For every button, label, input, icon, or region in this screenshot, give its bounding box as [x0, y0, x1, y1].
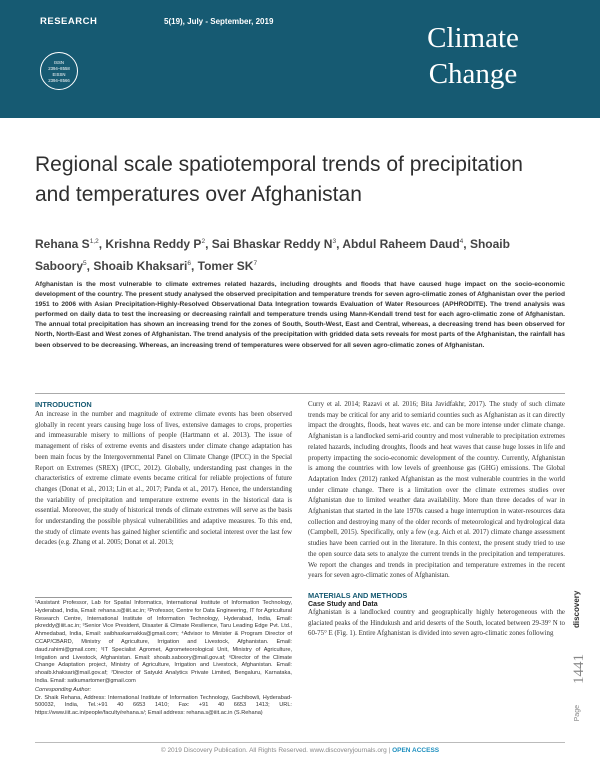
issn-number: 2394–8558 — [48, 66, 70, 71]
affiliations — [35, 600, 292, 718]
intro-paragraph-continued: Curry et al. 2014; Razavi et al. 2016; Bita Javidfakhr, 2017). The study of such climate trends may be critical for any arid to semiarid counties such as Afghanistan as it can directly impact the droughts, floods, heat waves etc. and can be more intense under climate change. Afghanistan is a landlocked semi-arid country and most vulnerable to precipitation extremes related hazards, including droughts, floods and heat waves that cause huge losses in life and property impacting the socio-economic development of the country. Currently, Afghanistan is among the countries with low levels of greenhouse gas (GHG) emissions. The Global Adaptation Index (2012) ranked Afghanistan as the most vulnerable countries in the world under climate change. There is a limitation over the climate extremes studies over Afghanistan due to limited weather data availability. More than three decades of war in Afghanistan that started in the late 1970s caused a huge interruption in water-resources data collection and destroying many of the older records of meteorological and hydrological data (Campbell, 2015). Specifically, only a few (e.g. Aich et al. 2017) climate change assessment studies have been carried out in the literature. In this context, the present study tried to use the open source data sets to analyze the current trends in the precipitation and temperatures. We report the changes and trends in precipitation and temperature extremes in the recent years for seven agro-climatic zones of Afghanistan. — [308, 401, 565, 580]
article-title: Regional scale spatiotemporal trends of precipitation and temperatures over Afghanistan — [35, 153, 523, 206]
journal-title-line1: Climate — [427, 22, 519, 54]
article-type-label: RESEARCH — [40, 16, 98, 27]
author-name: Rehana S — [35, 237, 90, 251]
author-name: Shoaib Khaksari — [93, 259, 188, 273]
issn-label: ISSN — [53, 60, 65, 65]
publisher-logo: discovery — [572, 590, 581, 628]
author-affiliation-mark: 4 — [459, 238, 464, 245]
author-separator: , — [190, 259, 198, 273]
eissn-label: EISSN — [52, 72, 66, 77]
body-column-right — [308, 400, 565, 640]
copyright-text: © 2019 Discovery Publication. All Rights Reserved. www.discoveryjournals.org — [160, 747, 387, 754]
body-column-left — [35, 400, 292, 549]
affiliation-text: ¹Assistant Professor, Lab for Spatial Informatics, International Institute of Information Technology, Hyderabad, India, Email: rehana.s@iiit.ac.in; ²Professor, Centre for Data Engineering, IT for Agricultural Research Centre, International Institute of Information Technology, Hyderabad, India, Email: pkreddy@iiit.ac.in; ³Senior Vice President, Disaster & Climate Resilience, Taru Leading Edge Pvt. Ltd., Ahmedabad, India, Email: saibhaskarnakka@gmail.com; ⁴Advisor to Minister & Program Director of CCAP/CBARD, Ministry of Agriculture, Irrigation and Livestock, Afghanistan. Email: daud.rahimi@gmail.com; ⁵IT Specialist Agromet, Agrometeorological Unit, Ministry of Agriculture, Irrigation and Livestock, Afghanistan. Email: shoaib.saboory@mail.gov.af; ⁶Director of the Climate Change Adaptation project, Ministry of Agriculture, Irrigation and Livestock, Afghanistan. Email: shoaib.khaksari@mail.gov.af; ⁷Director of Satyukt Analytics Private Limited, Bengaluru, Karnataka, India. Email: satkumartomer@gmail.com — [35, 600, 292, 684]
issn-badge — [40, 52, 78, 90]
author — [35, 237, 105, 251]
author-separator: , — [205, 237, 212, 251]
open-access-link[interactable]: OPEN ACCESS — [392, 747, 440, 754]
author — [105, 237, 211, 251]
author-separator: , — [463, 237, 470, 251]
author — [93, 259, 197, 273]
page-number: 1441 — [571, 654, 587, 684]
author-affiliation-mark: 3 — [332, 238, 337, 245]
author-affiliation-mark: 7 — [253, 260, 258, 267]
corresponding-label: Corresponding Author: — [35, 686, 92, 693]
author-affiliation-mark: 2 — [201, 238, 206, 245]
author-separator: , — [336, 237, 343, 251]
issue-info: 5(19), July - September, 2019 — [164, 17, 274, 26]
author-name: Tomer SK — [197, 259, 254, 273]
author-name: Abdul Raheem Daud — [342, 237, 460, 251]
section-heading-methods: MATERIALS AND METHODS — [308, 590, 408, 600]
author — [212, 237, 343, 251]
author-separator: , — [98, 237, 106, 251]
footer-divider — [35, 742, 565, 743]
footer — [0, 747, 600, 754]
intro-paragraph: An increase in the number and magnitude of extreme climate events has been observed globally in recent years causing huge loss of lives, extensive damages to crops, properties and immeasurable misery to millions of people (Hartmann et al. 2013). The issue of management of risks of extreme events and disasters under climate change adaptation has been main focus by the Intergovernmental Panel on Climate Change (IPCC) in the Special Report on Extremes (SREX) (IPCC, 2012). Globally, understanding past changes in the characteristics of extreme climate events became critical for reliable projections of future changes (Donat et al., 2013; Lin et al., 2017; Panda et al., 2017). Hence, the understanding the variability of precipitation and temperature extreme events in the historical data is essential. Moreover, the study of historical trends of climate extremes will serve as the basis for understanding the possible physical vulnerabilities and adaptive measures. To this end, the study of climate events has gained higher scientific and societal interest over the last few decades (e.g. Zhang et al. 2005; Donat et al. 2013; — [35, 411, 292, 547]
journal-title — [378, 20, 568, 92]
author-separator: , — [86, 259, 94, 273]
journal-title-line2: Change — [428, 58, 518, 90]
author-name: Sai Bhaskar Reddy N — [211, 237, 333, 251]
page-label: Page — [574, 705, 581, 722]
eissn-number: 2394–8566 — [48, 78, 70, 83]
author-list — [35, 232, 555, 276]
author — [342, 237, 470, 251]
divider — [35, 393, 565, 394]
subsection-heading-case-study: Case Study and Data — [308, 600, 378, 608]
author-name: Krishna Reddy P — [105, 237, 202, 251]
author-affiliation-mark: 1,2 — [89, 238, 99, 245]
author-affiliation-mark: 5 — [83, 260, 87, 267]
abstract: Afghanistan is the most vulnerable to climate extremes related hazards, including droughts and floods that have caused huge impact on the socio-economic development of the country. The present study analysed the observed precipitation and temperature trends for seven agro-climatic zones of Afghanistan over the period 1951 to 2006 with Asian Precipitation-Highly-Resolved Observational Data Integration towards Evaluation of Water Resources (APHRODITE). The trend analysis was performed on daily data to test the increasing or decreasing rainfall and temperature trends using Mann-Kendall trend test for each agro-climatic zone of Afghanistan. The annual total precipitation has shown an increasing trend for the zones of South, South-West, East and Central, whereas, a decreasing trend has been observed for North, North-East and West zones of Afghanistan. The trend analysis of the precipitation with gridded data sets reveals for most parts of the Afghanistan, the rainfall has been observed to be decreasing. Whereas, an increasing trend of temperatures were observed for all seven agro-climatic zones of Afghanistan. — [35, 281, 565, 349]
case-study-paragraph: Afghanistan is a landlocked country and geographically highly heterogeneous with the glaciated peaks of the Hindukush and arid deserts of the South, located between 29-39° N to 60-75° E (Fig. 1). Entire Afghanistan is divided into seven agro-climatic zones following — [308, 608, 565, 638]
affiliation-divider — [35, 597, 292, 598]
section-heading-introduction: INTRODUCTION — [35, 400, 92, 409]
corresponding-detail: Dr. Shaik Rehana, Address: International Institute of Information Technology, Gachibowli, Hyderabad- 500032, India, Tel.:+91 40 6653 1410; Fax: +91 40 6653 1413; URL: https://www.iiit.ac.in/people/faculty/rehana.s/; Email address: rehana.s@iiit.ac.in (S.Rehana) — [35, 694, 292, 717]
author-affiliation-mark: 6 — [187, 260, 191, 267]
author — [198, 259, 257, 273]
author-name: Shoaib Saboory — [35, 237, 510, 273]
header-banner — [0, 0, 600, 118]
footer-separator: | — [388, 747, 391, 754]
